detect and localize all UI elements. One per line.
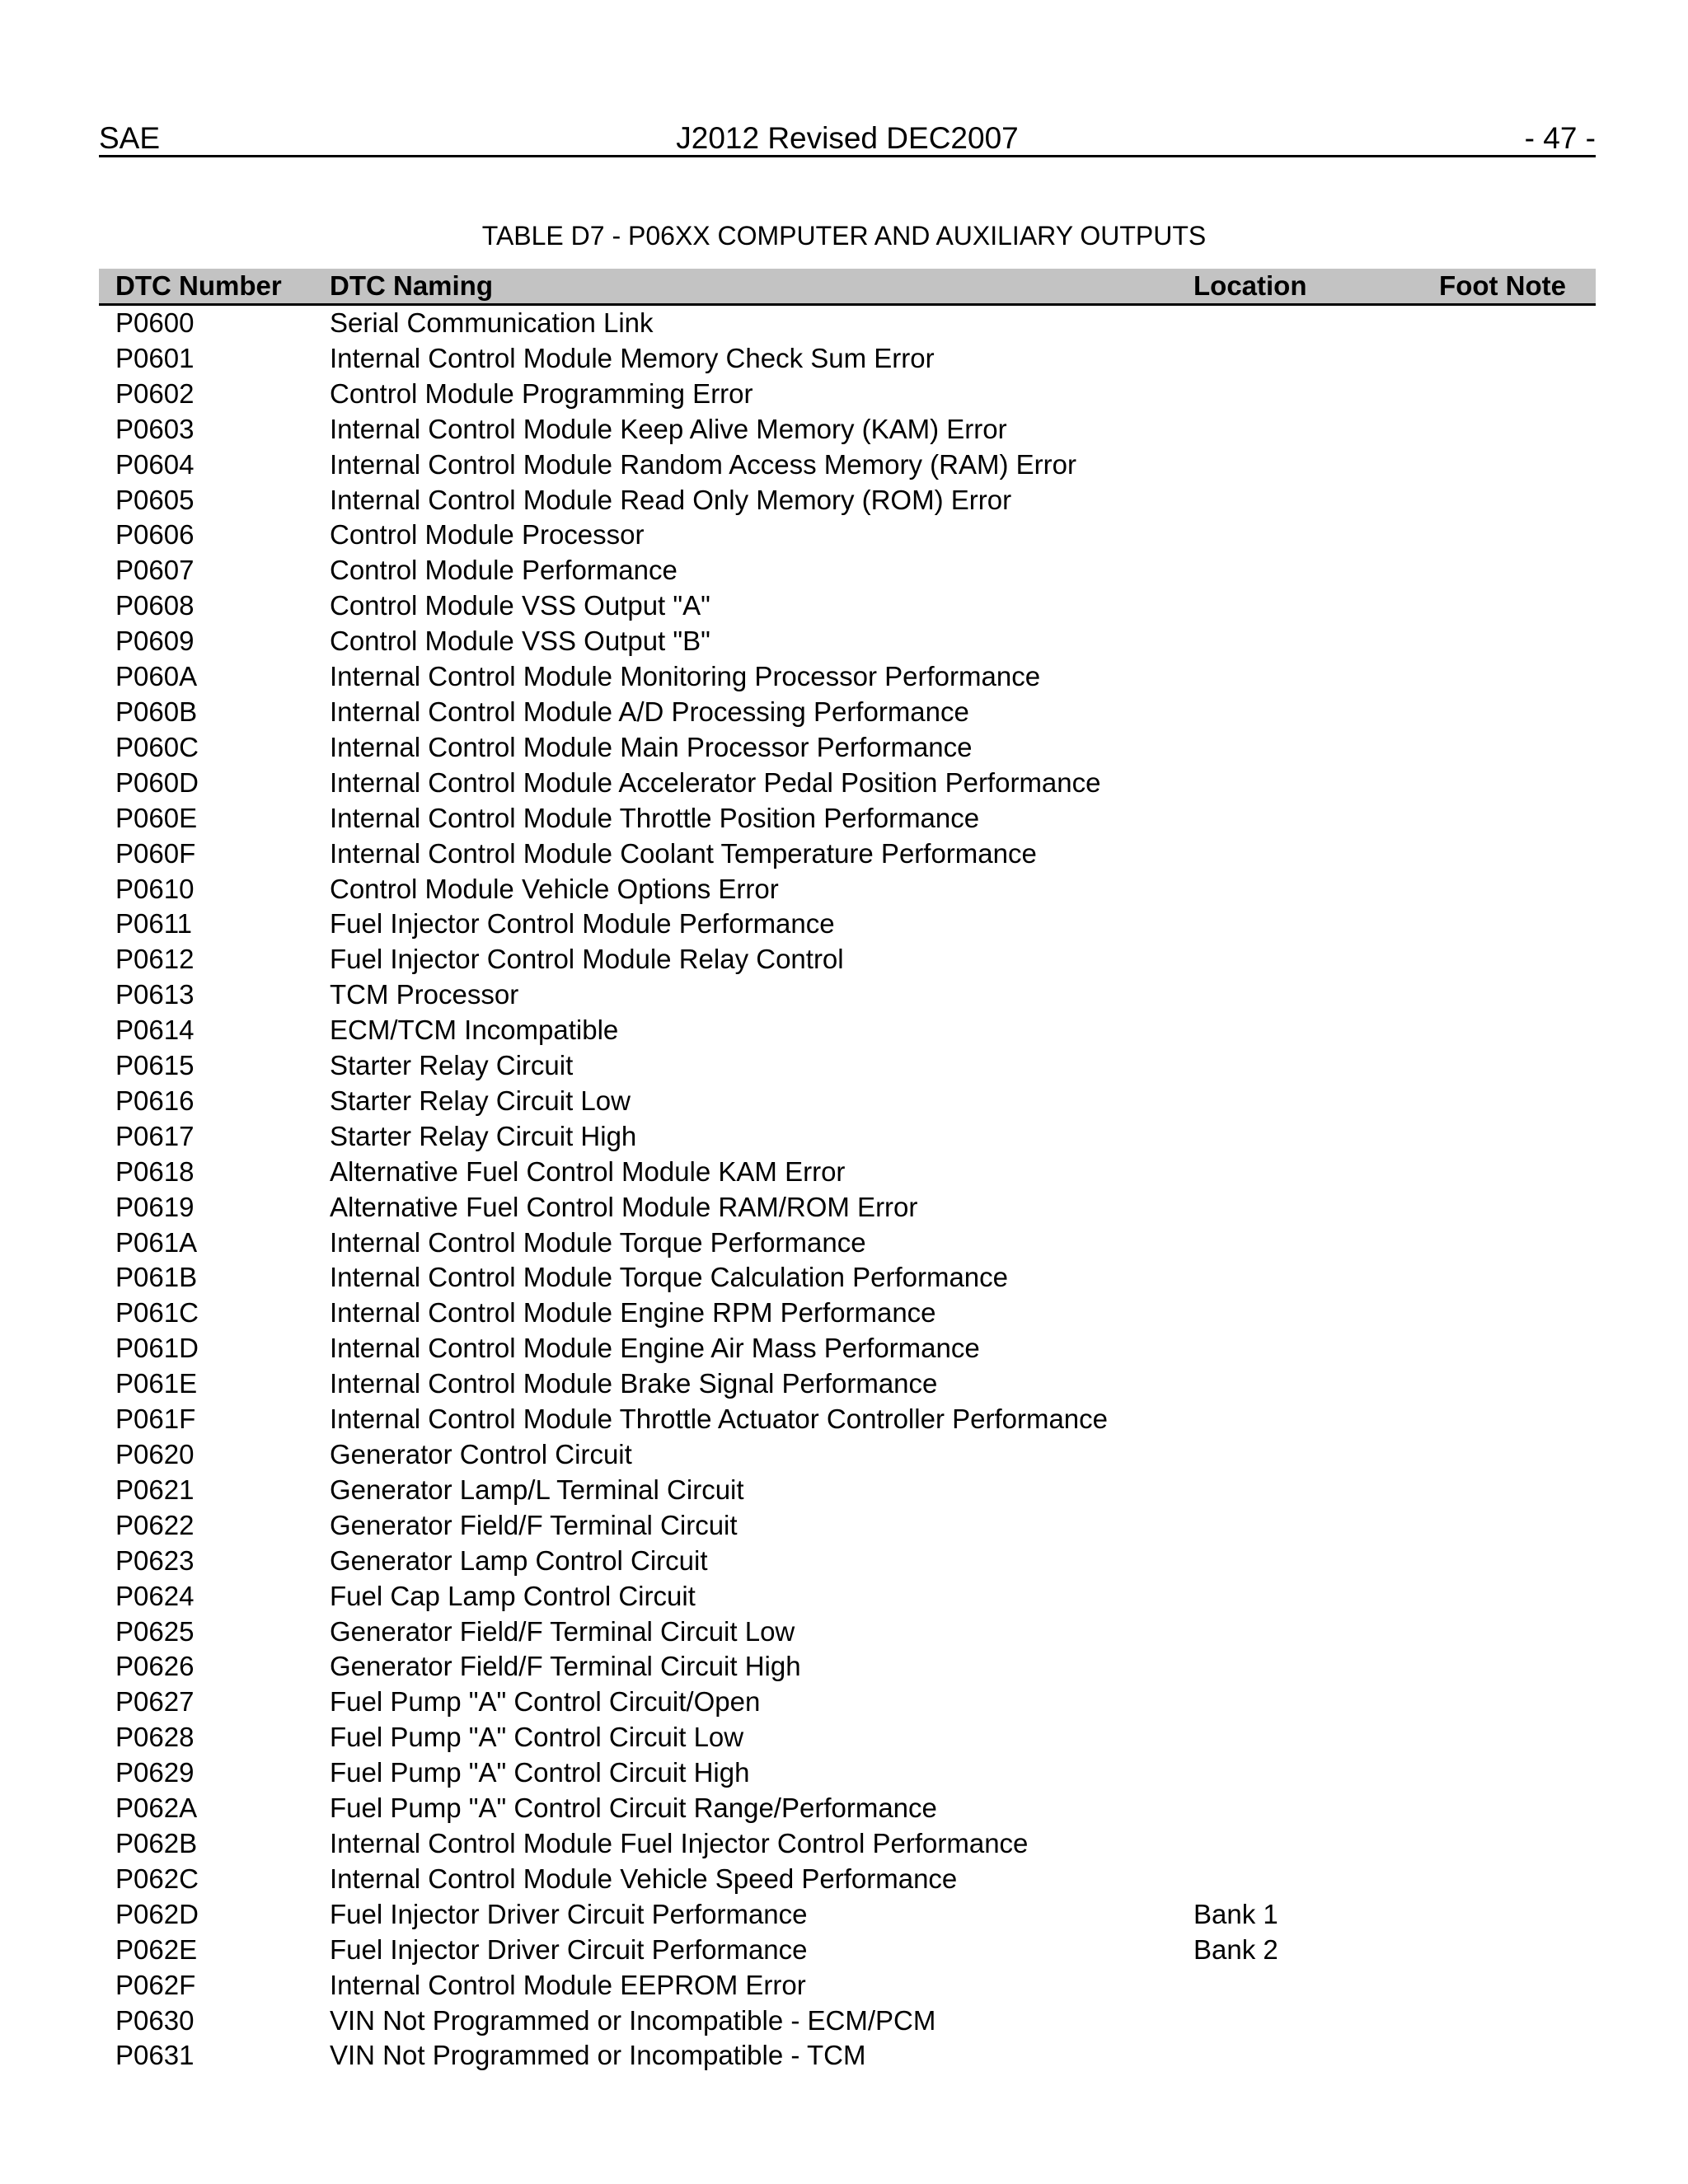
dtc-name-cell: Starter Relay Circuit Low [330,1085,631,1116]
dtc-location-cell [1193,1508,1418,1544]
dtc-location-cell [1193,837,1418,872]
dtc-footnote-cell [1418,977,1596,1013]
table-row [99,1437,1596,1473]
dtc-footnote-cell [1418,1119,1596,1155]
dtc-name-cell: Internal Control Module Torque Calculation Performance [330,1262,1009,1293]
dtc-footnote-cell [1418,1968,1596,2004]
dtc-table [99,269,1596,2074]
table-row [99,483,1596,518]
table-row [99,942,1596,977]
dtc-footnote-cell [1418,659,1596,695]
dtc-code-cell: P0606 [115,519,195,551]
dtc-code-cell: P0619 [115,1191,195,1222]
table-row [99,1048,1596,1084]
dtc-location-cell [1193,1226,1418,1261]
dtc-code-cell: P061D [115,1333,199,1364]
header-page-number: - 47 - [1524,121,1596,155]
dtc-code-cell: P0603 [115,413,195,444]
dtc-footnote-cell [1418,1402,1596,1437]
dtc-code-cell: P0611 [115,908,192,940]
table-row [99,518,1596,553]
dtc-location-cell [1193,1579,1418,1615]
dtc-name-cell: Internal Control Module Monitoring Processor Performance [330,661,1041,692]
dtc-footnote-cell [1418,766,1596,801]
dtc-location-cell [1193,1968,1418,2004]
dtc-name-cell: Fuel Injector Control Module Relay Control [330,944,844,975]
dtc-code-cell: P060C [115,731,199,762]
table-row [99,1720,1596,1755]
dtc-footnote-cell [1418,377,1596,412]
dtc-footnote-cell [1418,1579,1596,1615]
header-org: SAE [99,121,161,155]
dtc-location-cell [1193,730,1418,766]
dtc-location-cell [1193,872,1418,907]
dtc-footnote-cell [1418,1897,1596,1933]
dtc-code-cell: P0601 [115,342,195,373]
dtc-footnote-cell [1418,837,1596,872]
table-row [99,907,1596,942]
dtc-location-cell [1193,1685,1418,1720]
dtc-footnote-cell [1418,942,1596,977]
dtc-code-cell: P0614 [115,1015,195,1046]
dtc-location-cell [1193,801,1418,837]
dtc-footnote-cell [1418,730,1596,766]
dtc-location-cell [1193,1720,1418,1755]
dtc-name-cell: Fuel Injector Control Module Performance [330,908,835,940]
dtc-code-cell: P062B [115,1827,198,1858]
table-row [99,2004,1596,2039]
dtc-location-cell [1193,305,1418,341]
dtc-code-cell: P0615 [115,1050,195,1081]
table-title: TABLE D7 - P06XX COMPUTER AND AUXILIARY OUTPUTS [481,221,1207,251]
dtc-name-cell: Internal Control Module Coolant Temperature Performance [330,837,1037,869]
table-row [99,448,1596,483]
dtc-location-cell [1193,1366,1418,1402]
table-row [99,1013,1596,1048]
dtc-name-cell: Alternative Fuel Control Module KAM Error [330,1155,846,1187]
dtc-location-cell [1193,1437,1418,1473]
dtc-footnote-cell [1418,553,1596,588]
table-row [99,341,1596,377]
dtc-name-cell: Fuel Pump "A" Control Circuit/Open [330,1686,761,1718]
dtc-footnote-cell [1418,1296,1596,1331]
dtc-code-cell: P0607 [115,555,195,586]
dtc-location-cell [1193,483,1418,518]
table-row [99,1897,1596,1933]
table-body [99,305,1596,2074]
dtc-location-cell [1193,1331,1418,1366]
table-row [99,1755,1596,1791]
column-header-dtc-naming: DTC Naming [330,269,1193,305]
table-row [99,1190,1596,1226]
dtc-location-cell [1193,1791,1418,1826]
dtc-footnote-cell [1418,2038,1596,2074]
dtc-code-cell: P0628 [115,1722,195,1753]
table-row [99,412,1596,448]
dtc-code-cell: P0631 [115,2040,195,2071]
table-row [99,1508,1596,1544]
dtc-code-cell: P062D [115,1898,199,1929]
dtc-location-cell [1193,1048,1418,1084]
dtc-footnote-cell [1418,588,1596,624]
dtc-code-cell: P0612 [115,944,195,975]
dtc-footnote-cell [1418,1331,1596,1366]
dtc-code-cell: P0600 [115,307,195,338]
dtc-location-cell [1193,1473,1418,1508]
dtc-footnote-cell [1418,2004,1596,2039]
dtc-location-cell [1193,1755,1418,1791]
dtc-code-cell: P0630 [115,2004,195,2036]
dtc-name-cell: Fuel Pump "A" Control Circuit Low [330,1722,744,1753]
table-row [99,305,1596,341]
dtc-location-cell [1193,341,1418,377]
dtc-footnote-cell [1418,624,1596,659]
dtc-footnote-cell [1418,1720,1596,1755]
dtc-code-cell: P0618 [115,1155,195,1187]
dtc-code-cell: P0625 [115,1615,195,1647]
dtc-footnote-cell [1418,305,1596,341]
table-row [99,1473,1596,1508]
dtc-location-cell [1193,1615,1418,1650]
dtc-footnote-cell [1418,1155,1596,1190]
dtc-name-cell: VIN Not Programmed or Incompatible - TCM [330,2040,866,2071]
dtc-code-cell: P0610 [115,873,195,904]
dtc-code-cell: P061C [115,1297,199,1329]
table-row [99,1155,1596,1190]
table-row [99,624,1596,659]
dtc-name-cell: Starter Relay Circuit High [330,1120,637,1151]
dtc-code-cell: P0622 [115,1509,195,1540]
table-row [99,2038,1596,2074]
dtc-footnote-cell [1418,518,1596,553]
dtc-code-cell: P0623 [115,1544,195,1576]
dtc-code-cell: P0604 [115,448,195,480]
dtc-name-cell: Fuel Pump "A" Control Circuit High [330,1757,750,1788]
dtc-location-cell [1193,2004,1418,2039]
dtc-name-cell: Internal Control Module Keep Alive Memory (KAM) Error [330,413,1007,444]
dtc-location-cell [1193,518,1418,553]
table-row [99,1119,1596,1155]
dtc-footnote-cell [1418,483,1596,518]
dtc-name-cell: Internal Control Module Engine Air Mass Performance [330,1333,980,1364]
dtc-footnote-cell [1418,1473,1596,1508]
dtc-name-cell: Generator Lamp Control Circuit [330,1544,708,1576]
dtc-name-cell: Internal Control Module Accelerator Pedal Position Performance [330,766,1101,798]
dtc-code-cell: P0620 [115,1439,195,1469]
dtc-location-cell [1193,695,1418,730]
dtc-footnote-cell [1418,1013,1596,1048]
dtc-code-cell: P061E [115,1368,198,1399]
dtc-location-cell: Bank 1 [1193,1898,1278,1929]
page-header [99,115,1596,157]
dtc-code-cell: P061B [115,1262,198,1293]
dtc-name-cell: Internal Control Module Read Only Memory (ROM) Error [330,484,1012,515]
dtc-footnote-cell [1418,907,1596,942]
table-header-row [99,269,1596,305]
dtc-name-cell: Fuel Injector Driver Circuit Performance [330,1933,808,1965]
table-row [99,588,1596,624]
dtc-footnote-cell [1418,1933,1596,1968]
table-row [99,1084,1596,1119]
table-row [99,1649,1596,1685]
dtc-code-cell: P062F [115,1969,196,2000]
dtc-footnote-cell [1418,1862,1596,1897]
dtc-name-cell: Generator Field/F Terminal Circuit [330,1509,738,1540]
dtc-location-cell [1193,377,1418,412]
dtc-location-cell [1193,766,1418,801]
dtc-code-cell: P0621 [115,1474,195,1505]
dtc-code-cell: P0617 [115,1120,195,1151]
dtc-code-cell: P062E [115,1933,198,1965]
dtc-footnote-cell [1418,448,1596,483]
dtc-name-cell: Internal Control Module Brake Signal Performance [330,1368,938,1399]
dtc-name-cell: Generator Field/F Terminal Circuit High [330,1651,801,1682]
table-row [99,977,1596,1013]
dtc-footnote-cell [1418,1048,1596,1084]
table-row [99,1791,1596,1826]
dtc-footnote-cell [1418,872,1596,907]
column-header-dtc-number: DTC Number [99,269,330,305]
header-document-id: J2012 Revised DEC2007 [676,121,1019,155]
dtc-footnote-cell [1418,1791,1596,1826]
dtc-name-cell: Internal Control Module Engine RPM Performance [330,1297,936,1329]
dtc-location-cell [1193,659,1418,695]
dtc-footnote-cell [1418,412,1596,448]
dtc-location-cell [1193,1084,1418,1119]
dtc-location-cell [1193,1119,1418,1155]
dtc-footnote-cell [1418,1755,1596,1791]
dtc-name-cell: Internal Control Module Vehicle Speed Performance [330,1863,958,1894]
table-row [99,1331,1596,1366]
dtc-location-cell [1193,1190,1418,1226]
dtc-code-cell: P062A [115,1793,198,1824]
dtc-location-cell [1193,1013,1418,1048]
table-row [99,1296,1596,1331]
dtc-name-cell: Internal Control Module Main Processor Performance [330,731,973,762]
dtc-location-cell [1193,942,1418,977]
dtc-name-cell: Generator Field/F Terminal Circuit Low [330,1615,795,1647]
dtc-location-cell [1193,1649,1418,1685]
dtc-footnote-cell [1418,1437,1596,1473]
dtc-code-cell: P0627 [115,1686,195,1718]
dtc-name-cell: Control Module VSS Output "B" [330,626,710,657]
dtc-name-cell: Alternative Fuel Control Module RAM/ROM Error [330,1191,918,1222]
dtc-code-cell: P060B [115,696,198,727]
dtc-location-cell [1193,448,1418,483]
table-row [99,1826,1596,1862]
table-header [99,269,1596,305]
table-row [99,1968,1596,2004]
dtc-footnote-cell [1418,1226,1596,1261]
dtc-footnote-cell [1418,801,1596,837]
dtc-name-cell: TCM Processor [330,979,519,1010]
table-row [99,730,1596,766]
dtc-footnote-cell [1418,695,1596,730]
dtc-footnote-cell [1418,1826,1596,1862]
dtc-location-cell [1193,412,1418,448]
dtc-name-cell: Starter Relay Circuit [330,1050,574,1081]
dtc-location-cell [1193,1826,1418,1862]
table-row [99,1402,1596,1437]
table-row [99,1366,1596,1402]
dtc-code-cell: P0626 [115,1651,195,1682]
dtc-location-cell [1193,1296,1418,1331]
dtc-code-cell: P0616 [115,1085,195,1116]
dtc-location-cell [1193,1260,1418,1296]
dtc-location-cell [1193,2038,1418,2074]
dtc-name-cell: ECM/TCM Incompatible [330,1015,619,1046]
dtc-location-cell [1193,588,1418,624]
table-row [99,1933,1596,1968]
dtc-name-cell: Control Module VSS Output "A" [330,590,710,621]
dtc-code-cell: P0608 [115,590,195,621]
dtc-code-cell: P0613 [115,979,195,1010]
dtc-location-cell [1193,1155,1418,1190]
dtc-footnote-cell [1418,1649,1596,1685]
column-header-location: Location [1193,269,1418,305]
dtc-name-cell: Control Module Performance [330,555,678,586]
dtc-code-cell: P0605 [115,484,195,515]
column-header-foot-note: Foot Note [1418,269,1596,305]
dtc-name-cell: Internal Control Module A/D Processing Performance [330,696,969,727]
table-row [99,1544,1596,1579]
table-row [99,1260,1596,1296]
table-row [99,1226,1596,1261]
dtc-code-cell: P060F [115,837,196,869]
table-row [99,1685,1596,1720]
dtc-name-cell: Control Module Vehicle Options Error [330,873,779,904]
dtc-footnote-cell [1418,1366,1596,1402]
dtc-name-cell: Internal Control Module Random Access Memory (RAM) Error [330,448,1076,480]
dtc-name-cell: Fuel Cap Lamp Control Circuit [330,1580,696,1611]
dtc-location-cell [1193,624,1418,659]
dtc-code-cell: P0609 [115,626,195,657]
table-row [99,553,1596,588]
dtc-name-cell: Internal Control Module EEPROM Error [330,1969,806,2000]
dtc-footnote-cell [1418,1685,1596,1720]
dtc-name-cell: Internal Control Module Torque Performance [330,1226,866,1258]
dtc-name-cell: Fuel Pump "A" Control Circuit Range/Performance [330,1793,937,1824]
dtc-location-cell [1193,1544,1418,1579]
dtc-code-cell: P062C [115,1863,199,1894]
dtc-name-cell: Internal Control Module Throttle Actuator Controller Performance [330,1404,1109,1435]
table-row [99,1579,1596,1615]
dtc-code-cell: P060D [115,766,199,798]
table-row [99,872,1596,907]
table-row [99,1615,1596,1650]
dtc-name-cell: Generator Control Circuit [330,1439,632,1469]
dtc-name-cell: Internal Control Module Throttle Position Performance [330,802,980,833]
dtc-code-cell: P0602 [115,377,195,409]
dtc-footnote-cell [1418,1084,1596,1119]
dtc-name-cell: Serial Communication Link [330,307,654,338]
dtc-name-cell: Internal Control Module Fuel Injector Control Performance [330,1827,1029,1858]
dtc-location-cell [1193,1402,1418,1437]
table-row [99,766,1596,801]
dtc-code-cell: P0629 [115,1757,195,1788]
table-row [99,659,1596,695]
dtc-code-cell: P0624 [115,1580,195,1611]
dtc-name-cell: VIN Not Programmed or Incompatible - ECM/PCM [330,2004,936,2036]
dtc-code-cell: P061F [115,1404,196,1435]
dtc-name-cell: Fuel Injector Driver Circuit Performance [330,1898,808,1929]
table-row [99,695,1596,730]
table-row [99,377,1596,412]
dtc-name-cell: Control Module Programming Error [330,377,753,409]
table-row [99,801,1596,837]
dtc-name-cell: Control Module Processor [330,519,645,551]
dtc-footnote-cell [1418,1615,1596,1650]
table-row [99,837,1596,872]
dtc-code-cell: P061A [115,1226,198,1258]
dtc-location-cell [1193,977,1418,1013]
dtc-location-cell [1193,907,1418,942]
dtc-name-cell: Internal Control Module Memory Check Sum Error [330,342,935,373]
dtc-footnote-cell [1418,341,1596,377]
dtc-location-cell: Bank 2 [1193,1933,1278,1965]
dtc-name-cell: Generator Lamp/L Terminal Circuit [330,1474,744,1505]
dtc-location-cell [1193,1862,1418,1897]
dtc-footnote-cell [1418,1508,1596,1544]
dtc-footnote-cell [1418,1544,1596,1579]
table-row [99,1862,1596,1897]
dtc-code-cell: P060A [115,661,198,692]
dtc-location-cell [1193,553,1418,588]
dtc-code-cell: P060E [115,802,198,833]
dtc-footnote-cell [1418,1260,1596,1296]
dtc-footnote-cell [1418,1190,1596,1226]
